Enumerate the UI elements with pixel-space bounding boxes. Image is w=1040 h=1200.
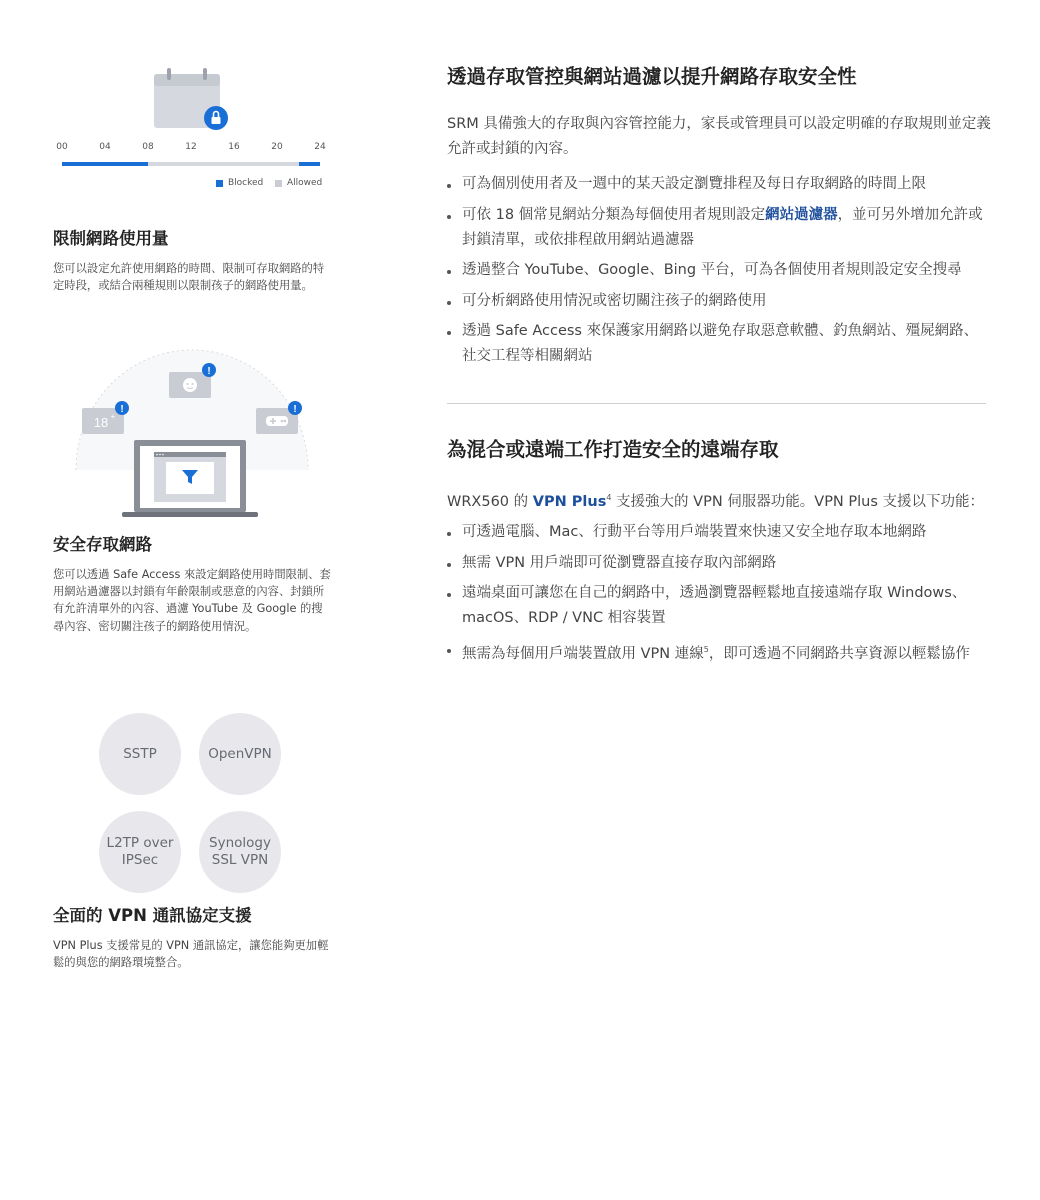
section-remote-access-list bbox=[447, 520, 987, 672]
blocked-range-bar bbox=[299, 162, 321, 166]
feature-title-vpn-protocols: 全面的 VPN 通訊協定支援 bbox=[53, 906, 252, 925]
protocol-label: OpenVPN bbox=[208, 745, 272, 762]
protocol-synology-ssl-vpn bbox=[199, 811, 281, 893]
footnote-ref: 5 bbox=[703, 644, 709, 654]
legend-allowed bbox=[275, 178, 322, 188]
protocol-sstp bbox=[99, 713, 181, 795]
protocol-openvpn bbox=[199, 713, 281, 795]
list-item bbox=[447, 203, 987, 253]
list-item bbox=[447, 637, 987, 667]
list-item-text: ，並可另外增加允許或封鎖清單，或依排程啟用網站過濾器 bbox=[462, 206, 983, 248]
feature-desc-limit-usage: 您可以設定允許使用網路的時間、限制可存取網路的特定時段，或結合兩種規則以限制孩子的網路使用量。 bbox=[53, 262, 325, 293]
section-divider bbox=[447, 403, 986, 404]
list-item-text: 無需為每個用戶端裝置啟用 VPN 連線 bbox=[462, 645, 704, 662]
list-item: 可透過電腦、Mac、行動平台等用戶端裝置來快速又安全地存取本地網路 bbox=[447, 520, 987, 545]
feature-title-safe-access: 安全存取網路 bbox=[53, 535, 152, 554]
age-badge-text: 18 bbox=[93, 415, 109, 430]
list-item: 透過整合 YouTube、Google、Bing 平台，可為各個使用者規則設定安全搜尋 bbox=[447, 258, 987, 283]
section-remote-access-title: 為混合或遠端工作打造安全的遠端存取 bbox=[447, 438, 779, 461]
age-badge-plus: + bbox=[110, 412, 116, 421]
list-item: 可分析網路使用情況或密切關注孩子的網路使用 bbox=[447, 289, 987, 314]
hour-tick-label: 00 bbox=[56, 142, 68, 152]
section-access-control-intro: SRM 具備強大的存取與內容管控能力，家長或管理員可以設定明確的存取規則並定義允許或封鎖的內容。 bbox=[447, 116, 991, 157]
list-item: 透過 Safe Access 來保護家用網路以避免存取惡意軟體、釣魚網站、殭屍網路、社交工程等相關網站 bbox=[447, 319, 987, 369]
list-item-text: 可依 18 個常見網站分類為每個使用者規則設定 bbox=[462, 206, 766, 223]
calendar-lock-icon bbox=[148, 64, 234, 134]
legend-allowed-swatch bbox=[275, 180, 282, 187]
vpn-plus-link[interactable]: VPN Plus bbox=[532, 493, 607, 510]
protocol-l2tp-ipsec bbox=[99, 811, 181, 893]
protocol-label: Synology SSL VPN bbox=[209, 835, 271, 868]
protocol-label: L2TP over IPSec bbox=[106, 835, 174, 868]
feature-desc-vpn-protocols: VPN Plus 支援常見的 VPN 通訊協定，讓您能夠更加輕鬆的與您的網路環境整合。 bbox=[53, 939, 329, 970]
intro-text: 支援強大的 VPN 伺服器功能。VPN Plus 支援以下功能： bbox=[611, 493, 985, 510]
legend-allowed-label: Allowed bbox=[287, 178, 323, 188]
hour-tick-label: 08 bbox=[142, 142, 154, 152]
hour-tick-label: 20 bbox=[271, 142, 283, 152]
section-access-control-list bbox=[447, 172, 987, 375]
alert-icon: ! bbox=[293, 404, 297, 415]
intro-text: WRX560 的 bbox=[447, 493, 533, 510]
list-item: 無需 VPN 用戶端即可從瀏覽器直接存取內部網路 bbox=[447, 551, 987, 576]
section-remote-access-intro bbox=[447, 485, 992, 515]
legend-blocked-swatch bbox=[216, 180, 223, 187]
footnote-ref: 4 bbox=[606, 493, 612, 502]
alert-icon: ! bbox=[120, 404, 124, 415]
protocol-label: SSTP bbox=[123, 745, 157, 762]
hour-tick-label: 16 bbox=[228, 142, 240, 152]
list-item: 遠端桌面可讓您在自己的網路中，透過瀏覽器輕鬆地直接遠端存取 Windows、macOS、RDP / VNC 相容裝置 bbox=[447, 581, 987, 631]
legend-blocked-label: Blocked bbox=[228, 178, 264, 188]
blocked-range-bar bbox=[62, 162, 148, 166]
feature-title-limit-usage: 限制網路使用量 bbox=[53, 229, 169, 248]
hour-tick-label: 12 bbox=[185, 142, 197, 152]
feature-desc-safe-access: 您可以透過 Safe Access 來設定網路使用時間限制、套用網站過濾器以封鎖有年齡限制或惡意的內容、封鎖所有允許清單外的內容、過濾 YouTube 及 Google 的搜尋內容、密切關注孩子的網路使用情況。 bbox=[53, 568, 331, 633]
alert-icon: ! bbox=[207, 366, 211, 377]
list-item: 可為個別使用者及一週中的某天設定瀏覽排程及每日存取網路的時間上限 bbox=[447, 172, 987, 197]
section-access-control-title: 透過存取管控與網站過濾以提升網路存取安全性 bbox=[447, 65, 857, 88]
web-filter-link[interactable]: 網站過濾器 bbox=[765, 206, 838, 223]
hour-tick-label: 04 bbox=[99, 142, 111, 152]
legend-blocked bbox=[216, 178, 263, 188]
hour-tick-label: 24 bbox=[314, 142, 326, 152]
safe-access-illustration bbox=[72, 346, 312, 522]
list-item-text: ，即可透過不同網路共享資源以輕鬆協作 bbox=[708, 645, 970, 662]
